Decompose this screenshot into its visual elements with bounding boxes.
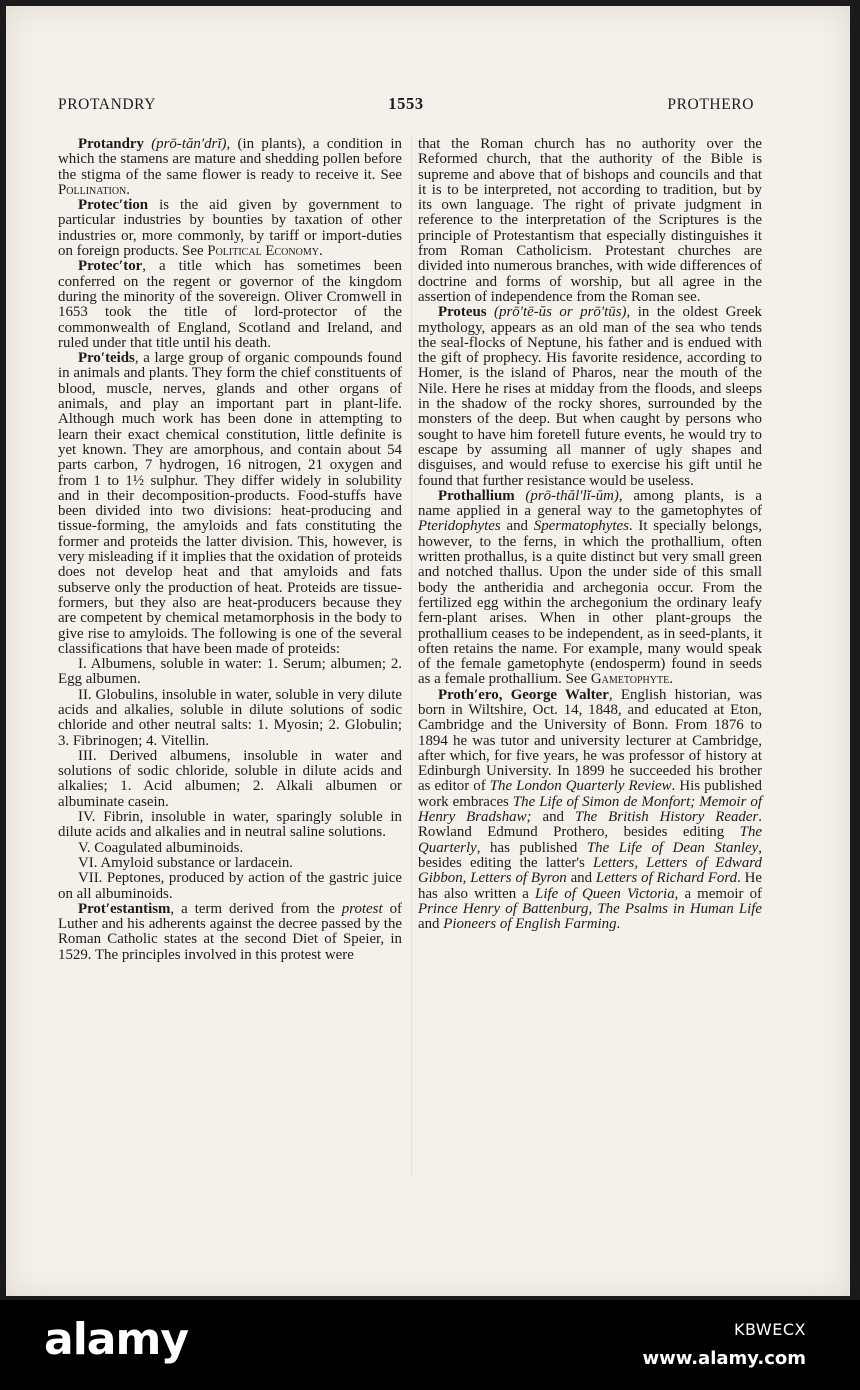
entry-protestantism bbox=[58, 902, 402, 963]
entry-protection bbox=[58, 198, 402, 259]
entry-term: Protec′tor bbox=[78, 258, 143, 275]
entry-text: II. Globulins, insoluble in water, soluble in very dilute acids and alkalies, soluble in dilute solutions of sodic chloride and other neutral salts: 1. Myosin; 2. Globulin; 3. Fibrinogen; 4. Vitellin. bbox=[58, 686, 402, 749]
entry-text: and bbox=[418, 916, 444, 933]
entry-text: and bbox=[531, 809, 575, 826]
entry-text: VI. Amyloid substance or lardacein. bbox=[78, 854, 294, 871]
entry-text: that the Roman church has no authority over the Reformed church, that the authority of the Bible is supreme and above that of bishops and councils and that it is to be interpreted, not according to tradition, but by its own language. The right of private judgment in reference to the interpretation of the Scriptures is the principle of Protestantism that especially distinguishes it from Roman Catholicism. Protestant churches are divided into numerous branches, with wide differences of doctrine and forms of worship, but all agree in the assertion of independence from the Roman see. bbox=[418, 136, 762, 305]
entry-protestantism-cont bbox=[418, 137, 762, 305]
pronunciation: (prō′tē-ŭs or prō′tūs) bbox=[486, 304, 627, 321]
page-header bbox=[58, 96, 754, 116]
watermark-logo: alamy bbox=[44, 1314, 188, 1365]
entry-class-7 bbox=[58, 871, 402, 902]
left-column bbox=[58, 137, 402, 963]
entry-text: . Rowland Edmund Prothero, besides editing bbox=[418, 809, 763, 841]
image-id-label: KBWECX bbox=[734, 1320, 806, 1339]
entry-text: I. Albumens, soluble in water: 1. Serum; albumen; 2. Egg albumen. bbox=[58, 656, 402, 688]
entry-class-2 bbox=[58, 688, 402, 749]
entry-text: . It specially belongs, however, to the ferns, in which the prothallium, often written prothallus, is a quite distinct but very small green and notched thallus. Upon the under side of this small body the antheridia and archegonia occur. From the fertilized egg within the archegonium the ordinary leafy fern-plant arises. When in other plant-groups the prothallium ceases to be independent, as in seed-plants, it often retains the name. For example, many would speak of the female gametophyte (endosperm) found in seeds as a female prothallium. See bbox=[418, 518, 762, 688]
entry-text: , among plants, is a name applied in a general way to the gametophytes of bbox=[418, 487, 762, 520]
column-divider bbox=[411, 136, 412, 1176]
italic-text: Prince Henry of Battenburg, The Psalms in Human Life bbox=[418, 900, 762, 917]
watermark-banner bbox=[0, 1300, 860, 1390]
entry-class-4 bbox=[58, 810, 402, 841]
italic-text: Letters, Letters of Edward Gibbon, Letters of Byron bbox=[418, 854, 762, 887]
entry-text: . bbox=[318, 243, 323, 260]
italic-text: The London Quarterly Review bbox=[489, 778, 672, 795]
header-right-term: PROTHERO bbox=[667, 96, 754, 113]
pronunciation: (prō-thăl′lĭ-ŭm) bbox=[514, 487, 619, 504]
pronunciation: (prō-tăn′drĭ) bbox=[143, 136, 227, 152]
entry-proteids bbox=[58, 351, 402, 657]
header-left-term: PROTANDRY bbox=[58, 96, 157, 113]
entry-text: , a memoir of bbox=[674, 885, 762, 902]
entry-text: and bbox=[500, 518, 534, 535]
italic-text: The Life of Dean Stanley bbox=[586, 839, 759, 856]
entry-text: , (in plants), a condition in which the stamens are mature and shedding pollen before the stigma of the same flower is ready to receive it. See bbox=[58, 136, 402, 183]
entry-text: , a large group of organic compounds found in animals and plants. They form the chief constituents of blood, muscle, nerves, glands and other organs of animals, and play an important part in plant-life. Although much work has been done in attempting to learn their exact chemical constitution, little definite is yet known. They are amorphous, and contain about 54 parts carbon, 7 hydrogen, 16 nitrogen, 21 oxygen and from 1 to 1½ sulphur. They differ widely in solubility and in their decomposition-products. Food-stuffs have been divided into two divisions: heat-producing and tissue-forming, the amyloids and fats constituting the former and proteids the latter division. This, however, is very misleading if it implies that the oxidation of proteids does not develop heat and that amyloids and fats subserve only the production of heat. Proteids are tissue-formers, but they also are heat-producers because they are competent by chemical metamorphosis in the body to give rise to amyloids. The following is one of the several classifications that have been made of proteids: bbox=[58, 350, 402, 657]
watermark-url: www.alamy.com bbox=[642, 1348, 806, 1369]
entry-prothero bbox=[418, 688, 762, 933]
entry-text: . His published work embraces bbox=[418, 778, 763, 810]
entry-class-1 bbox=[58, 657, 402, 688]
cross-reference: Political Economy bbox=[207, 243, 319, 260]
entry-proteus bbox=[418, 305, 762, 489]
entry-text: VII. Peptones, produced by action of the gastric juice on all albuminoids. bbox=[58, 870, 402, 902]
entry-class-5 bbox=[58, 841, 402, 856]
entry-term: Prothallium bbox=[438, 487, 515, 504]
entry-class-3 bbox=[58, 749, 402, 810]
entry-term: Pro′teids bbox=[78, 350, 135, 367]
italic-text: The British History Reader bbox=[574, 809, 759, 826]
entry-text: IV. Fibrin, insoluble in water, sparingly soluble in dilute acids and alkalies and in neutral saline solutions. bbox=[58, 809, 402, 841]
entry-prothallium bbox=[418, 489, 762, 688]
entry-term: Protec′tion bbox=[78, 197, 149, 214]
cross-reference: Pollination bbox=[58, 181, 127, 198]
entry-text: III. Derived albumens, insoluble in water and solutions of sodic chloride, soluble in dilute acids and alkalies; 1. Acid albumen; 2. Alkali albumen or albuminate casein. bbox=[58, 747, 402, 810]
italic-text: Life of Queen Victoria bbox=[535, 885, 675, 902]
entry-term: Protandry bbox=[78, 136, 144, 152]
italic-text: protest bbox=[341, 900, 383, 917]
entry-text: is the aid given by government to particular industries by bounties by taxation of other industries or, more commonly, by tariff or import-duties on foreign products. See bbox=[58, 197, 402, 260]
entry-text: , has published bbox=[476, 839, 587, 856]
italic-text: The Life of Simon de Monfort; Memoir of Henry Bradshaw; bbox=[418, 793, 762, 826]
entry-term: Proteus bbox=[438, 304, 487, 321]
entry-text: . He has also written a bbox=[418, 870, 762, 902]
entry-text: , in the oldest Greek mythology, appears as an old man of the sea who tends the seal-flocks of Neptune, his father and is endued with the gift of prophecy. His favorite residence, according to Homer, is the island of Pharos, near the mouth of the Nile. Here he rises at midday from the floods, and sleeps in the shadow of the rocky shores, surrounded by the monsters of the deep. But when caught by persons who sought to have him foretell future events, he would try to escape by assuming all manner of ugly shapes and disguises, and would refuse to exercise his gift until he found that further resistance would be useless. bbox=[418, 304, 762, 489]
entry-text: and bbox=[566, 870, 596, 887]
entry-text: , besides editing the latter's bbox=[418, 839, 762, 871]
entry-text: . bbox=[126, 181, 131, 198]
entry-text: of Luther and his adherents against the decree passed by the Roman Catholic states at the second Diet of Speier, in 1529. The principles involved in this protest were bbox=[58, 900, 402, 963]
entry-text: , a title which has sometimes been conferred on the regent or governor of the kingdom during the minority of the sovereign. Oliver Cromwell in 1653 took the title of lord-protector of the commonwealth of England, Scotland and Ireland, and ruled under that title until his death. bbox=[58, 258, 402, 351]
italic-text: Pteridophytes bbox=[418, 518, 501, 535]
page-number: 1553 bbox=[388, 94, 424, 113]
book-page bbox=[6, 6, 850, 1296]
entry-term: Proth′ero, George Walter bbox=[438, 686, 609, 703]
entry-text: V. Coagulated albuminoids. bbox=[78, 839, 244, 856]
italic-text: Letters of Richard Ford bbox=[595, 870, 738, 887]
entry-text: , a term derived from the bbox=[170, 900, 342, 917]
entry-text: . bbox=[669, 671, 673, 688]
cross-reference: Gametophyte bbox=[590, 671, 670, 688]
italic-text: The Quarterly bbox=[418, 824, 762, 856]
entry-term: Prot′estantism bbox=[78, 900, 171, 917]
right-column bbox=[418, 137, 762, 932]
entry-protandry bbox=[58, 137, 402, 198]
italic-text: Spermatophytes bbox=[533, 518, 629, 535]
entry-protector bbox=[58, 259, 402, 351]
entry-text: . bbox=[616, 916, 621, 933]
entry-text: , English historian, was born in Wiltshire, Oct. 14, 1848, and educated at Eton, Cambridge and the University of Bonn. From 1876 to 1894 he was tutor and university lecturer at Cambridge, after which, for five years, he was professor of history at Edinburgh University. In 1899 he succeeded his brother as editor of bbox=[418, 686, 762, 795]
italic-text: Pioneers of English Farming bbox=[443, 916, 617, 933]
entry-class-6 bbox=[58, 856, 402, 871]
